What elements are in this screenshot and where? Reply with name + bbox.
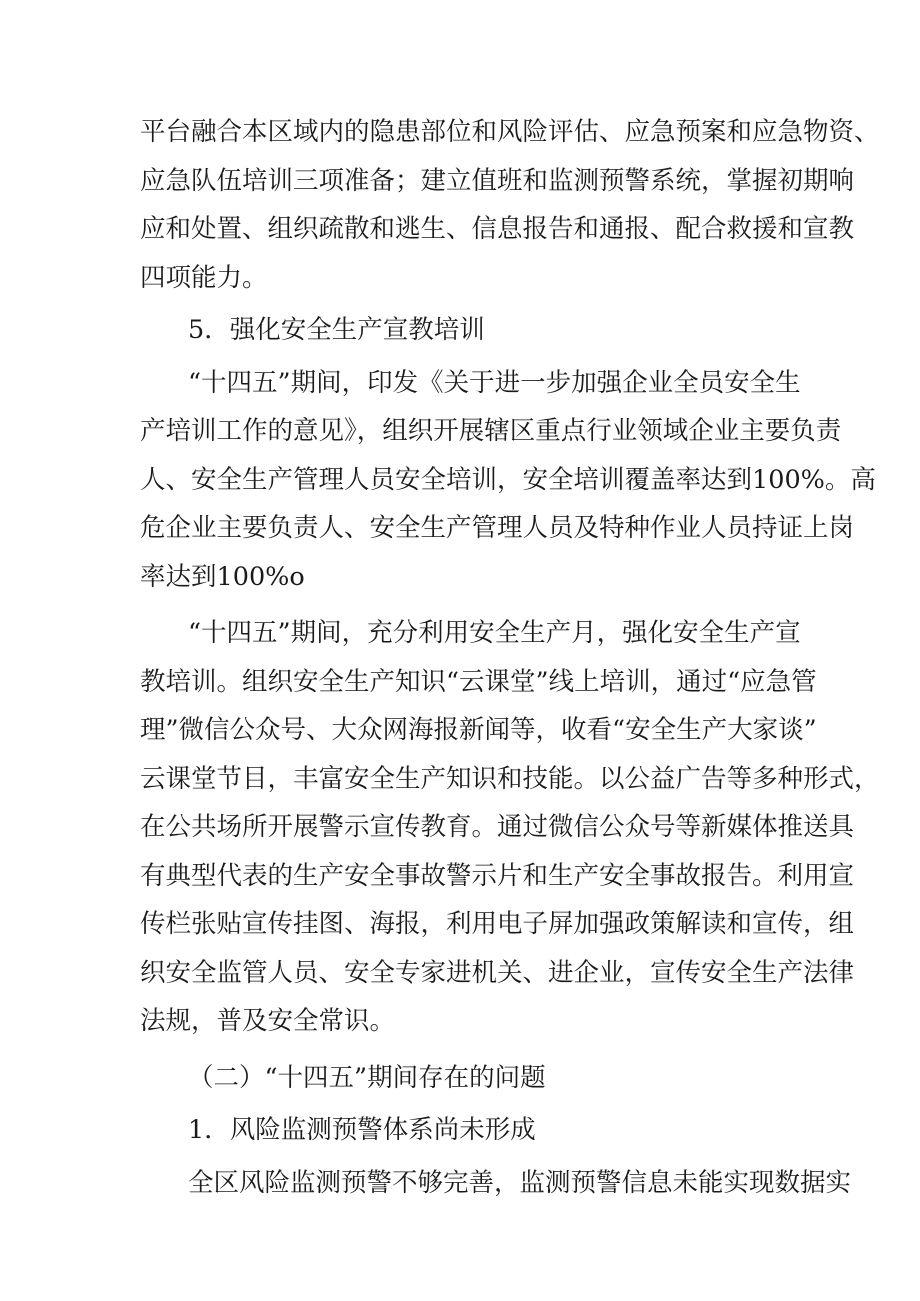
text-line: 法规，普及安全常识。 [140, 1006, 396, 1036]
section-heading: 5．强化安全生产宣教培训 [188, 315, 485, 345]
subsection-heading: 1．风险监测预警体系尚未形成 [188, 1115, 536, 1145]
text-line: 织安全监管人员、安全专家进机关、进企业，宣传安全生产法律 [140, 957, 855, 988]
paragraph-first-line: “十四五”期间，充分利用安全生产月，强化安全生产宣 [188, 618, 801, 648]
text-line: 应急队伍培训三项准备；建立值班和监测预警系统，掌握初期响 [140, 165, 855, 196]
text-line: 产培训工作的意见》，组织开展辖区重点行业领域企业主要负责 [140, 416, 842, 446]
text-line: 率达到100%o [140, 561, 305, 592]
text-line: 传栏张贴宣传挂图、海报，利用电子屏加强政策解读和宣传，组 [140, 909, 855, 939]
text-line: 在公共场所开展警示宣传教育。通过微信公众号等新媒体推送具 [140, 812, 855, 842]
paragraph-first-line: 全区风险监测预警不够完善，监测预警信息未能实现数据实 [188, 1167, 852, 1198]
text-line: 有典型代表的生产安全事故警示片和生产安全事故报告。利用宣 [140, 860, 855, 891]
text-line: 平台融合本区域内的隐患部位和风险评估、应急预案和应急物资、 [140, 117, 880, 147]
section-heading: （二）“十四五”期间存在的问题 [188, 1062, 546, 1093]
text-line: 理”微信公众号、大众网海报新闻等，收看“安全生产大家谈” [140, 715, 817, 745]
text-line: 教培训。组织安全生产知识“云课堂”线上培训，通过“应急管 [140, 666, 817, 697]
text-line: 危企业主要负责人、安全生产管理人员及特种作业人员持证上岗 [140, 513, 855, 543]
text-line: 应和处置、组织疏散和逃生、信息报告和通报、配合救援和宣教 [140, 214, 855, 244]
text-line: 云课堂节目，丰富安全生产知识和技能。以公益广告等多种形式， [140, 763, 880, 794]
paragraph-first-line: “十四五”期间，印发《关于进一步加强企业全员安全生 [188, 367, 801, 398]
text-line: 四项能力。 [140, 262, 268, 293]
text-line: 人、安全生产管理人员安全培训，安全培训覆盖率达到100%。高 [140, 464, 876, 495]
